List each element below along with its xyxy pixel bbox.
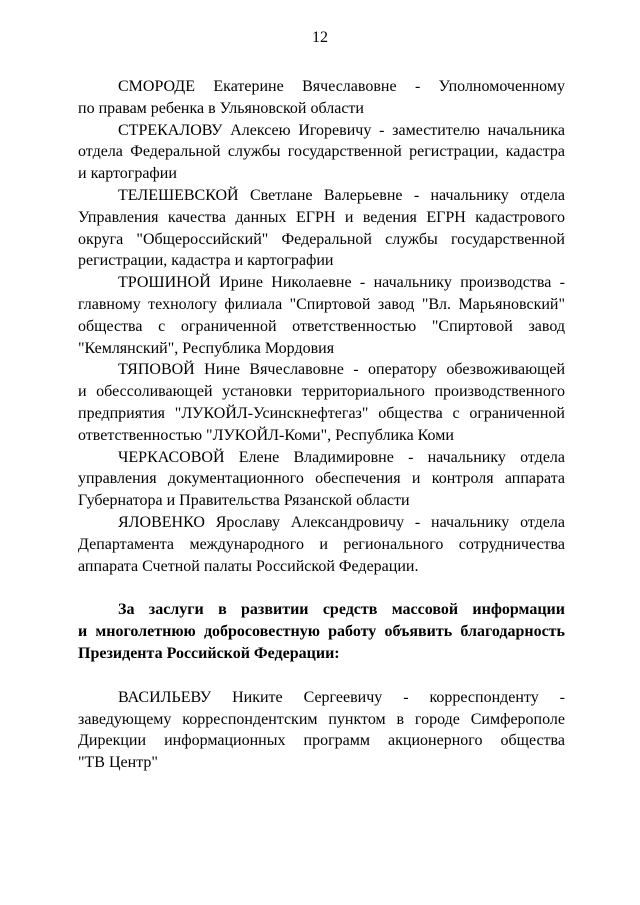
entry-line: по правам ребенка в Ульяновской области <box>78 99 364 117</box>
entry-line: Управления качества данных ЕГРН и ведения ЕГРН кадастрового <box>78 208 565 226</box>
entry-line: Департамента международного и регионального сотрудничества <box>78 535 565 553</box>
heading-line: За заслуги в развитии средств массовой информации <box>118 601 565 619</box>
recipient-entry-smorode <box>78 76 565 120</box>
entry-line: ВАСИЛЬЕВУ Никите Сергеевичу - корреспонденту - <box>118 688 565 706</box>
entry-line: ответственностью "ЛУКОЙЛ-Коми", Республика Коми <box>78 426 454 444</box>
recipient-entry-cherkasova <box>78 447 565 512</box>
entry-line: предприятия "ЛУКОЙЛ-Усинскнефтегаз" общества с ограниченной <box>78 404 565 422</box>
entry-line: управления документационного обеспечения и контроля аппарата <box>78 470 565 488</box>
entry-line: ЧЕРКАСОВОЙ Елене Владимировне - начальнику отдела <box>118 448 565 466</box>
document-body <box>78 76 565 774</box>
recipient-entry-vasilyev <box>78 687 565 774</box>
recipient-entry-strekalov <box>78 120 565 185</box>
section-heading <box>78 599 565 664</box>
entry-line: аппарата Счетной палаты Российской Федерации. <box>78 557 419 575</box>
heading-line: и многолетнюю добросовестную работу объявить благодарность <box>78 623 565 641</box>
entry-line: ТРОШИНОЙ Ирине Николаевне - начальнику производства - <box>118 274 565 292</box>
recipient-entry-troshina <box>78 272 565 359</box>
recipient-entry-tyapova <box>78 359 565 446</box>
entry-line: главному технологу филиала "Спиртовой завод "Вл. Марьяновский" <box>78 295 565 313</box>
entry-line: СМОРОДЕ Екатерине Вячеславовне - Уполномоченному <box>118 78 565 95</box>
entry-line: отдела Федеральной службы государственной регистрации, кадастра <box>78 143 565 161</box>
entry-line: регистрации, кадастра и картографии <box>78 252 334 270</box>
entry-line: ТЯПОВОЙ Нине Вячеславовне - оператору обезвоживающей <box>118 361 565 379</box>
entry-line: заведующему корреспондентским пунктом в городе Симферополе <box>78 710 565 728</box>
entry-line: и обессоливающей установки территориального производственного <box>78 383 565 401</box>
heading-line: Президента Российской Федерации: <box>78 644 340 662</box>
recipient-entry-teleshevskaya <box>78 185 565 272</box>
entry-line: ТЕЛЕШЕВСКОЙ Светлане Валерьевне - начальнику отдела <box>118 186 565 204</box>
entry-line: "Кемлянский", Республика Мордовия <box>78 339 335 357</box>
entry-line: общества с ограниченной ответственностью "Спиртовой завод <box>78 317 565 335</box>
entry-line: округа "Общероссийский" Федеральной службы государственной <box>78 230 565 248</box>
entry-line: Губернатора и Правительства Рязанской области <box>78 492 410 510</box>
recipient-entry-yalovenko <box>78 512 565 577</box>
entry-line: ЯЛОВЕНКО Ярославу Александровичу - начальнику отдела <box>118 513 565 531</box>
entry-line: и картографии <box>78 165 177 183</box>
entry-line: СТРЕКАЛОВУ Алексею Игоревичу - заместителю начальника <box>118 121 565 139</box>
entry-line: "ТВ Центр" <box>78 754 158 772</box>
page-number: 12 <box>312 29 328 46</box>
entry-line: Дирекции информационных программ акционерного общества <box>78 732 565 750</box>
